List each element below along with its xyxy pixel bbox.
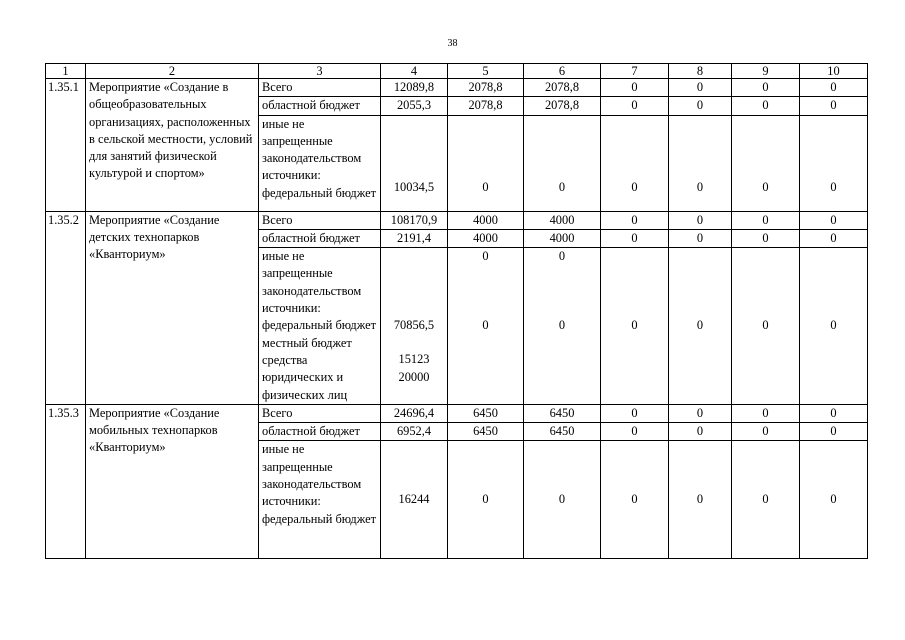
value-cell: 2191,4 <box>381 229 448 247</box>
col-header-7: 7 <box>601 64 669 79</box>
source-cell: областной бюджет <box>259 423 381 441</box>
row-id: 1.35.2 <box>46 211 86 404</box>
value-cell: 10034,5 <box>381 115 448 211</box>
value-cell: 0 <box>669 229 732 247</box>
value-federal: 0 <box>631 318 638 333</box>
value-cell: 0 <box>669 115 732 211</box>
value-cell: 0 <box>524 115 601 211</box>
value-cell: 4000 <box>524 211 601 229</box>
value-cell: 6450 <box>524 423 601 441</box>
value-cell: 0 <box>601 97 669 115</box>
measure-name: Мероприятие «Создание мобильных технопарков «Кванториум» <box>86 404 259 559</box>
col-header-9: 9 <box>732 64 800 79</box>
value-cell: 4000 <box>524 229 601 247</box>
value-cell: 2078,8 <box>448 97 524 115</box>
value-cell <box>381 248 448 405</box>
col-header-4: 4 <box>381 64 448 79</box>
col-header-10: 10 <box>800 64 868 79</box>
value-local: 15123 <box>398 352 430 367</box>
value-cell: 0 <box>601 404 669 422</box>
value-cell <box>669 248 732 405</box>
value-cell: 0 <box>524 441 601 559</box>
value-cell: 6952,4 <box>381 423 448 441</box>
value-cell: 0 <box>732 115 800 211</box>
value-cell: 0 <box>669 97 732 115</box>
value-cell <box>448 248 524 405</box>
value-cell: 6450 <box>448 404 524 422</box>
col-header-5: 5 <box>448 64 524 79</box>
value-federal: 0 <box>830 318 837 333</box>
value-cell: 0 <box>448 441 524 559</box>
value-cell: 12089,8 <box>381 79 448 97</box>
col-header-3: 3 <box>259 64 381 79</box>
value-cell: 0 <box>732 229 800 247</box>
source-cell: иные не запрещенные законодательством источники: федеральный бюджет <box>259 441 381 559</box>
value-cell: 0 <box>732 79 800 97</box>
row-id: 1.35.3 <box>46 404 86 559</box>
col-header-1: 1 <box>46 64 86 79</box>
value-federal: 0 <box>762 318 769 333</box>
value-cell <box>524 248 601 405</box>
value-cell: 0 <box>732 441 800 559</box>
table-row <box>46 404 868 422</box>
value-cell: 0 <box>800 115 868 211</box>
value-cell: 0 <box>800 404 868 422</box>
value-federal: 70856,5 <box>393 318 435 333</box>
source-cell: областной бюджет <box>259 97 381 115</box>
value-cell <box>800 248 868 405</box>
value-cell: 0 <box>800 229 868 247</box>
value-cell: 0 <box>448 115 524 211</box>
source-cell: Всего <box>259 404 381 422</box>
value-cell: 0 <box>732 97 800 115</box>
value-cell: 0 <box>800 79 868 97</box>
value-top: 0 <box>558 249 566 264</box>
value-legal: 20000 <box>398 369 430 384</box>
value-cell: 2078,8 <box>448 79 524 97</box>
value-cell: 0 <box>669 404 732 422</box>
value-cell: 6450 <box>524 404 601 422</box>
value-cell: 0 <box>601 229 669 247</box>
budget-table <box>45 63 868 559</box>
value-cell: 2078,8 <box>524 79 601 97</box>
value-cell: 4000 <box>448 211 524 229</box>
value-cell: 0 <box>601 441 669 559</box>
source-cell <box>259 248 381 405</box>
col-header-2: 2 <box>86 64 259 79</box>
value-cell: 0 <box>800 97 868 115</box>
value-cell: 0 <box>732 404 800 422</box>
value-top: 0 <box>482 249 489 264</box>
value-cell: 16244 <box>381 441 448 559</box>
value-cell: 0 <box>669 211 732 229</box>
source-local: местный бюджет <box>262 335 352 350</box>
row-id: 1.35.1 <box>46 79 86 212</box>
value-cell: 0 <box>800 441 868 559</box>
value-federal: 0 <box>696 318 704 333</box>
source-cell: иные не запрещенные законодательством источники: федеральный бюджет <box>259 115 381 211</box>
value-cell: 0 <box>601 115 669 211</box>
header-row <box>46 64 868 79</box>
source-cell: Всего <box>259 211 381 229</box>
measure-name: Мероприятие «Создание детских технопарков «Кванториум» <box>86 211 259 404</box>
value-cell: 2055,3 <box>381 97 448 115</box>
value-cell <box>601 248 669 405</box>
source-cell: Всего <box>259 79 381 97</box>
table-row <box>46 79 868 97</box>
value-cell: 0 <box>601 423 669 441</box>
col-header-8: 8 <box>669 64 732 79</box>
value-cell: 0 <box>732 211 800 229</box>
value-cell: 0 <box>669 441 732 559</box>
table-row <box>46 211 868 229</box>
value-cell: 6450 <box>448 423 524 441</box>
value-cell: 0 <box>800 423 868 441</box>
value-cell: 0 <box>800 211 868 229</box>
value-cell: 0 <box>601 211 669 229</box>
value-cell <box>732 248 800 405</box>
value-cell: 108170,9 <box>381 211 448 229</box>
value-cell: 24696,4 <box>381 404 448 422</box>
source-cell: областной бюджет <box>259 229 381 247</box>
value-cell: 0 <box>669 79 732 97</box>
col-header-6: 6 <box>524 64 601 79</box>
value-cell: 2078,8 <box>524 97 601 115</box>
value-federal: 0 <box>558 318 566 333</box>
value-cell: 0 <box>669 423 732 441</box>
value-federal: 0 <box>482 318 489 333</box>
measure-name: Мероприятие «Создание в общеобразовательных организациях, расположенных в сельской местности, условий для занятий физической культурой и спортом» <box>86 79 259 212</box>
page-number: 38 <box>447 38 458 49</box>
value-cell: 4000 <box>448 229 524 247</box>
value-cell: 0 <box>601 79 669 97</box>
value-cell: 0 <box>732 423 800 441</box>
source-federal: иные не запрещенные законодательством источники: федеральный бюджет <box>262 249 377 333</box>
source-legal-entities: средства юридических и физических лиц <box>262 352 348 402</box>
